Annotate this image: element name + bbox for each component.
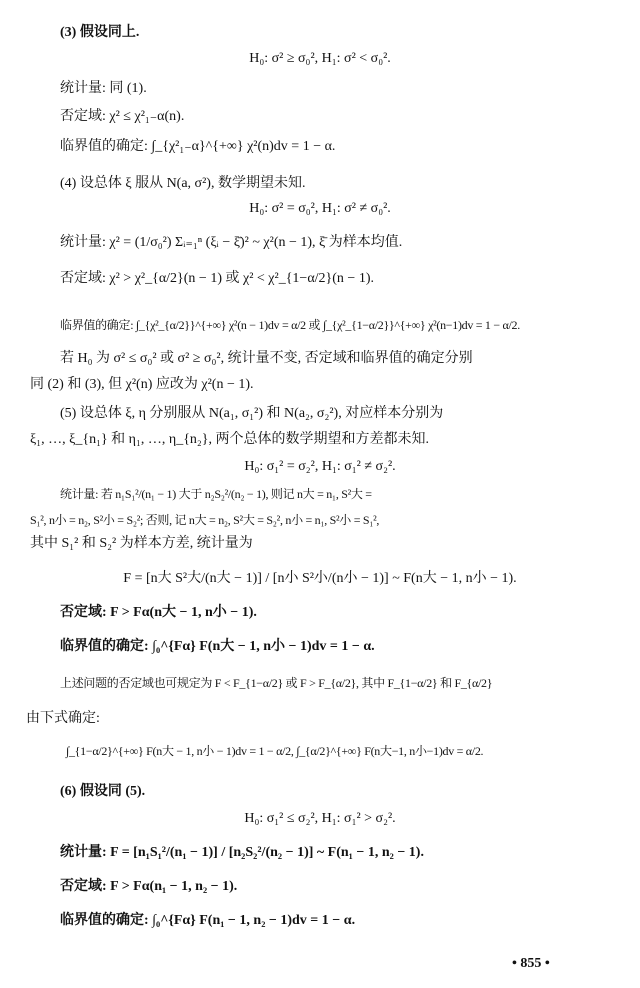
statistic-5-line2: S₁², n小 = n₂, S²小 = S₂²; 否则, 记 n大 = n₂, S²大 = S₂², n小 = n₁, S²小 = S₁², — [30, 513, 380, 527]
statistic-5-line1: 统计量: 若 n₁S₁²/(n₁ − 1) 大于 n₂S₂²/(n₂ − 1), 则记 n大 = n₁, S²大 = — [60, 487, 372, 501]
rejection-region-3: 否定域: χ² ≤ χ²₁₋α(n). — [60, 109, 185, 124]
note-paragraph-line1: 若 H₀ 为 σ² ≤ σ₀² 或 σ² ≥ σ₀², 统计量不变, 否定域和临界值的确定分别 — [60, 351, 473, 366]
hypothesis-3: H₀: σ² ≥ σ₀², H₁: σ² < σ₀². — [249, 51, 391, 66]
determined-by-text: 由下式确定: — [26, 711, 100, 726]
hypothesis-6: H₀: σ₁² ≤ σ₂², H₁: σ₁² > σ₂². — [244, 811, 396, 826]
section-3-heading: (3) 假设同上. — [60, 25, 140, 40]
statistic-3: 统计量: 同 (1). — [60, 81, 147, 96]
statistic-5-line3: 其中 S₁² 和 S₂² 为样本方差, 统计量为 — [30, 536, 253, 551]
hypothesis-4: H₀: σ² = σ₀², H₁: σ² ≠ σ₀². — [249, 201, 391, 216]
hypothesis-5: H₀: σ₁² = σ₂², H₁: σ₁² ≠ σ₂². — [244, 459, 396, 474]
section-5-line2: ξ₁, …, ξ_{n₁} 和 η₁, …, η_{n₂}, 两个总体的数学期望和方差都未知. — [30, 432, 430, 447]
rejection-region-6: 否定域: F > Fα(n₁ − 1, n₂ − 1). — [60, 879, 238, 894]
critical-value-3: 临界值的确定: ∫_{χ²₁₋α}^{+∞} χ²(n)dv = 1 − α. — [60, 139, 336, 154]
critical-value-6: 临界值的确定: ∫₀^{Fα} F(n₁ − 1, n₂ − 1)dv = 1 − α. — [60, 913, 356, 928]
rejection-region-5: 否定域: F > Fα(n大 − 1, n小 − 1). — [60, 605, 257, 620]
statistic-4: 统计量: χ² = (1/σ₀²) Σᵢ₌₁ⁿ (ξᵢ − ξ̄)² ~ χ²(n − 1), ξ̄ 为样本均值. — [60, 235, 403, 250]
alternative-critical-formula: ∫_{1−α/2}^{+∞} F(n大 − 1, n小 − 1)dv = 1 − α/2, ∫_{α/2}^{+∞} F(n大−1, n小−1)dv = α/2. — [66, 744, 484, 758]
alternative-region-text: 上述问题的否定域也可规定为 F < F_{1−α/2} 或 F > F_{α/2}, 其中 F_{1−α/2} 和 F_{α/2} — [60, 676, 493, 690]
section-6-heading: (6) 假设同 (5). — [60, 784, 146, 799]
critical-value-4: 临界值的确定: ∫_{χ²_{α/2}}^{+∞} χ²(n − 1)dv = α/2 或 ∫_{χ²_{1−α/2}}^{+∞} χ²(n−1)dv = 1 − α/2. — [60, 318, 520, 332]
note-paragraph-line2: 同 (2) 和 (3), 但 χ²(n) 应改为 χ²(n − 1). — [30, 377, 254, 392]
rejection-region-4: 否定域: χ² > χ²_{α/2}(n − 1) 或 χ² < χ²_{1−α/2}(n − 1). — [60, 271, 374, 286]
section-5-heading: (5) 设总体 ξ, η 分别服从 N(a₁, σ₁²) 和 N(a₂, σ₂²), 对应样本分别为 — [60, 406, 444, 421]
statistic-6: 统计量: F = [n₁S₁²/(n₁ − 1)] / [n₂S₂²/(n₂ − 1)] ~ F(n₁ − 1, n₂ − 1). — [60, 845, 424, 860]
section-4-heading: (4) 设总体 ξ 服从 N(a, σ²), 数学期望未知. — [60, 176, 306, 191]
statistic-5-formula: F = [n大 S²大/(n大 − 1)] / [n小 S²小/(n小 − 1)] ~ F(n大 − 1, n小 − 1). — [123, 571, 517, 586]
critical-value-5: 临界值的确定: ∫₀^{Fα} F(n大 − 1, n小 − 1)dv = 1 − α. — [60, 639, 375, 654]
page-number: • 855 • — [512, 956, 550, 971]
